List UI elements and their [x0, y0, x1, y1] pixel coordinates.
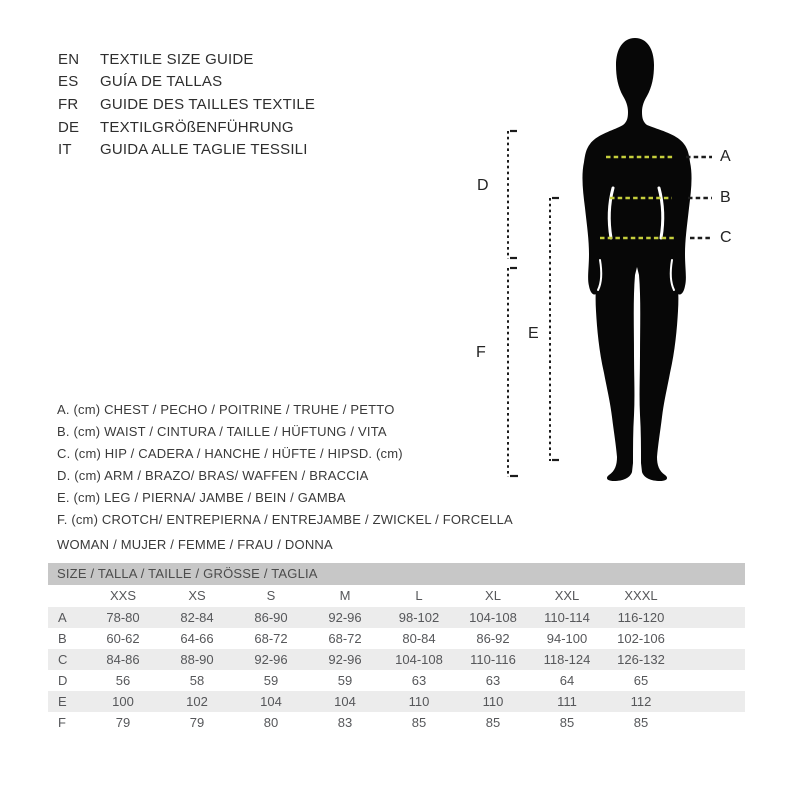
- table-cell: 104-108: [395, 652, 443, 667]
- table-cell: 65: [633, 673, 649, 688]
- language-row: [58, 93, 315, 116]
- table-cell: 68-72: [254, 631, 288, 646]
- table-cell: 104: [334, 694, 356, 709]
- row-values: [86, 691, 678, 712]
- table-cell: 92-96: [328, 652, 362, 667]
- table-cell: 85: [485, 715, 501, 730]
- language-title: GUIDA ALLE TAGLIE TESSILI: [100, 141, 308, 159]
- size-column-header: XXXL: [624, 588, 658, 603]
- language-list: [58, 48, 315, 161]
- language-row: [58, 138, 315, 161]
- language-row: [58, 71, 315, 94]
- table-cell: 83: [337, 715, 353, 730]
- table-cell: 100: [112, 694, 134, 709]
- language-row: [58, 116, 315, 139]
- table-cell: 85: [559, 715, 575, 730]
- legend-list: [57, 399, 513, 532]
- table-cell: 84-86: [106, 652, 140, 667]
- table-cell: 110-114: [544, 610, 590, 625]
- row-label: A: [58, 610, 67, 625]
- leg-measure-label: E: [528, 325, 539, 342]
- row-label: E: [58, 694, 67, 709]
- legend-line: A. (cm) CHEST / PECHO / POITRINE / TRUHE / PETTO: [57, 402, 395, 417]
- row-values: [86, 670, 678, 691]
- language-title: GUÍA DE TALLAS: [100, 73, 223, 91]
- table-cell: 102: [186, 694, 208, 709]
- language-code: DE: [58, 118, 80, 136]
- row-label: F: [58, 715, 66, 730]
- language-title: TEXTILE SIZE GUIDE: [100, 50, 254, 68]
- table-cell: 98-102: [398, 610, 440, 625]
- table-cell: 94-100: [546, 631, 588, 646]
- row-values: [86, 628, 678, 649]
- table-cell: 80-84: [402, 631, 436, 646]
- table-cell: 111: [557, 694, 577, 709]
- size-column-header: L: [415, 588, 423, 603]
- table-cell: 63: [411, 673, 427, 688]
- chest-measure-label: A: [720, 148, 731, 165]
- legend-line: F. (cm) CROTCH/ ENTREPIERNA / ENTREJAMBE / ZWICKEL / FORCELLA: [57, 512, 513, 528]
- row-values: [86, 649, 678, 670]
- table-cell: 64-66: [180, 631, 214, 646]
- row-label: D: [58, 673, 68, 688]
- table-cell: 110: [482, 694, 504, 709]
- table-cell: 126-132: [617, 652, 665, 667]
- table-cell: 110: [408, 694, 430, 709]
- table-row: [48, 670, 745, 691]
- size-header-row-wrap: [48, 585, 745, 607]
- table-row: [48, 712, 745, 733]
- size-column-header: XS: [188, 588, 206, 603]
- row-values: [86, 607, 678, 628]
- waist-measure-label: B: [720, 189, 731, 206]
- language-row: [58, 48, 315, 71]
- crotch-measure-label: F: [476, 344, 487, 361]
- table-cell: 116-120: [617, 610, 665, 625]
- row-label: C: [58, 652, 68, 667]
- size-column-header: M: [339, 588, 351, 603]
- language-title: GUIDE DES TAILLES TEXTILE: [100, 95, 316, 113]
- woman-silhouette-figure: [582, 38, 691, 481]
- size-column-header: XXL: [554, 588, 580, 603]
- table-cell: 92-96: [254, 652, 288, 667]
- legend-line: B. (cm) WAIST / CINTURA / TAILLE / HÜFTUNG / VITA: [57, 424, 387, 440]
- language-code: FR: [58, 95, 79, 113]
- table-cell: 92-96: [328, 610, 362, 625]
- table-cell: 60-62: [106, 631, 140, 646]
- table-cell: 88-90: [180, 652, 214, 667]
- table-cell: 58: [189, 673, 205, 688]
- language-code: ES: [58, 73, 79, 91]
- size-column-header: XXS: [109, 588, 136, 603]
- arm-measure-label: D: [477, 177, 489, 194]
- table-row: [48, 649, 745, 670]
- size-column-header: XL: [485, 588, 501, 603]
- size-table-title: SIZE / TALLA / TAILLE / GRÖSSE / TAGLIA: [48, 563, 745, 585]
- row-values: [86, 712, 678, 733]
- legend-line: D. (cm) ARM / BRAZO/ BRAS/ WAFFEN / BRACCIA: [57, 468, 369, 484]
- table-row: [48, 628, 745, 649]
- size-header-row: [86, 585, 678, 607]
- row-label: B: [58, 631, 67, 646]
- size-header-spacer: [48, 585, 86, 607]
- legend-line: C. (cm) HIP / CADERA / HANCHE / HÜFTE / HIPSD. (cm): [57, 446, 403, 462]
- table-row: [48, 607, 745, 628]
- table-cell: 64: [559, 673, 575, 688]
- size-column-header: S: [266, 588, 276, 603]
- gender-line: WOMAN / MUJER / FEMME / FRAU / DONNA: [57, 537, 333, 552]
- hip-measure-label: C: [720, 229, 732, 246]
- size-table: [48, 563, 745, 733]
- table-cell: 68-72: [328, 631, 362, 646]
- table-cell: 85: [411, 715, 427, 730]
- size-table-body: [48, 607, 745, 733]
- table-cell: 104: [260, 694, 282, 709]
- language-code: EN: [58, 50, 80, 68]
- table-cell: 78-80: [106, 610, 140, 625]
- table-cell: 59: [337, 673, 353, 688]
- table-cell: 79: [115, 715, 131, 730]
- table-cell: 82-84: [180, 610, 214, 625]
- table-cell: 102-106: [617, 631, 665, 646]
- table-cell: 112: [630, 694, 652, 709]
- woman-silhouette: [538, 28, 723, 488]
- table-cell: 110-116: [470, 652, 516, 667]
- table-cell: 118-124: [543, 652, 591, 667]
- language-title: TEXTILGRÖßENFÜHRUNG: [100, 118, 294, 136]
- table-cell: 85: [633, 715, 649, 730]
- table-cell: 80: [263, 715, 279, 730]
- table-cell: 86-90: [254, 610, 288, 625]
- table-cell: 63: [485, 673, 501, 688]
- table-cell: 104-108: [469, 610, 517, 625]
- table-cell: 59: [263, 673, 279, 688]
- table-cell: 79: [189, 715, 205, 730]
- legend-line: E. (cm) LEG / PIERNA/ JAMBE / BEIN / GAMBA: [57, 490, 346, 506]
- table-cell: 56: [115, 673, 131, 688]
- language-code: IT: [58, 141, 72, 159]
- table-row: [48, 691, 745, 712]
- table-cell: 86-92: [476, 631, 510, 646]
